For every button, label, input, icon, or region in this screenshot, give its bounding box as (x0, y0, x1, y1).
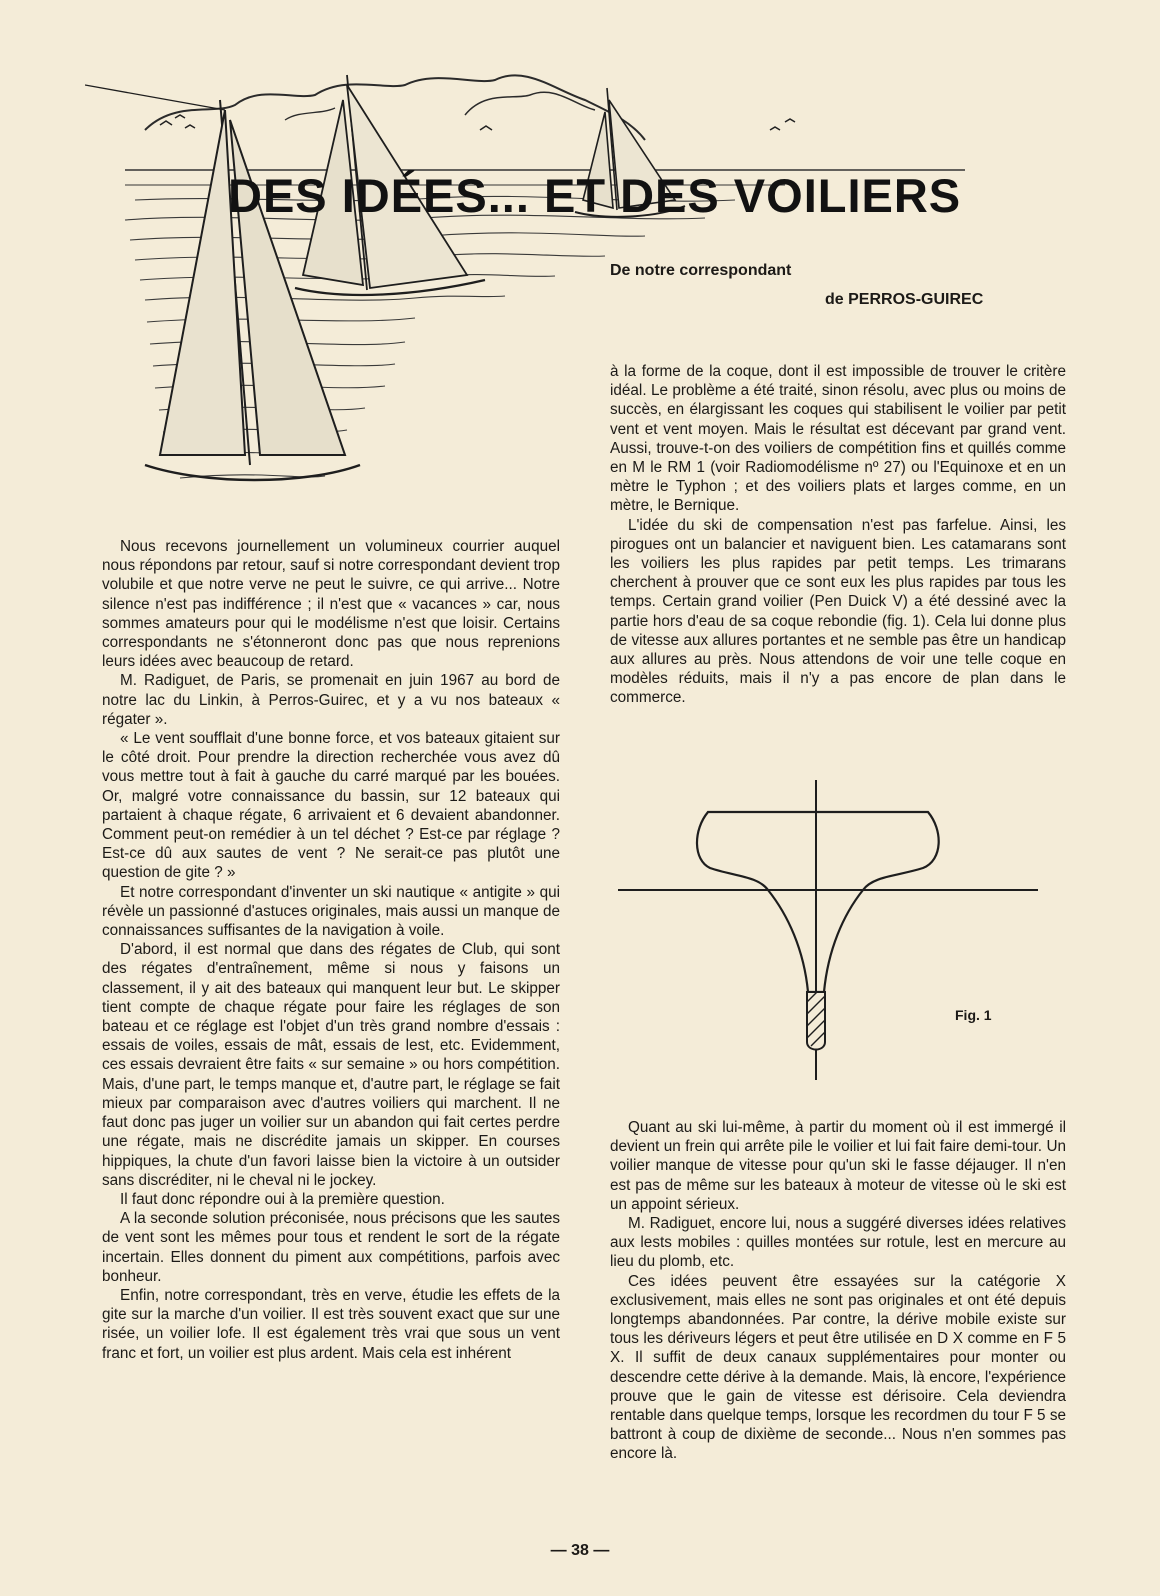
paragraph: M. Radiguet, encore lui, nous a suggéré diverses idées relatives aux lests mobiles : quilles montées sur rotule, lest en mercure au lieu du plomb, etc. (610, 1215, 1066, 1271)
paragraph: D'abord, il est normal que dans des régates de Club, qui sont des régates d'entraînement, même si nous y faisons un classement, il y ait des bateaux qui manquent leur but. Le skipper tient compte de chaque régate pour faire les réglages de son bateau et ce réglage est l'objet d'un très grand nombre d'essais : essais de voiles, essais de mât, essais de lest, etc. Evidemment, ces essais devraient être faits « sur semaine » ou hors compétition. Mais, d'une part, le temps manque et, d'autre part, le réglage se fait mieux par comparaison avec d'autres voiliers qui marchent. Il ne faut donc pas juger un voilier sur un abandon qui fait certes perdre une régate, mais ne discrédite jamais un skipper. En courses hippiques, la chute d'un favori laisse bien la victoire à un outsider sans discréditer, ni le cheval ni le jockey. (102, 941, 560, 1189)
article-column-left (102, 537, 560, 1363)
page-number: — 38 — (550, 1542, 610, 1559)
paragraph: Quant au ski lui-même, à partir du moment où il est immergé il devient un frein qui arrête pile le voilier et lui fait faire demi-tour. Un voilier manque de vitesse pour qu'un ski le fasse déjauger. Il n'en est pas de même sur les bateaux à moteur de vitesse où le ski est un appoint sérieux. (610, 1119, 1066, 1213)
figure-label: Fig. 1 (955, 1007, 992, 1023)
article-column-right-bottom (610, 1118, 1066, 1464)
paragraph: Nous recevons journellement un volumineux courrier auquel nous répondons par retour, sauf si notre correspondant devient trop volubile et que notre verve ne peut le suivre, ce qui arrive... Notre silence n'est pas indifférence ; il n'est que « vacances » car, nous sommes amateurs pour qui le modélisme n'est que loisir. Certains correspondants ne s'étonneront donc pas que nous reprenions leurs idées avec beaucoup de retard. (102, 538, 560, 671)
article-column-right-top (610, 362, 1066, 708)
paragraph: A la seconde solution préconisée, nous précisons que les sautes de vent sont les mêmes pour tous et rendent le sort de la régate incertain. Elles donnent du piment aux compétitions, parfois avec bonheur. (102, 1210, 560, 1285)
paragraph: Enfin, notre correspondant, très en verve, étudie les effets de la gite sur la marche d'un voilier. Il est très souvent exact que sur une risée, un voilier lofe. Il est également très vrai que sous un vent franc et fort, un voilier est plus ardent. Mais cela est inhérent (102, 1286, 560, 1362)
paragraph: Ces idées peuvent être essayées sur la catégorie X exclusivement, mais elles ne sont pas originales et ont été depuis longtemps abandonnées. Par contre, la dérive mobile existe sur tous les dériveurs légers et peut être utilisée en D X comme en F 5 X. Il suffit de deux canaux supplémentaires pour monter ou descendre cette dérive à la demande. Mais, là encore, l'expérience prouve que le gain de vitesse est dérisoire. Cela deviendra rentable dans quelque temps, lorsque les recordmen du tour F 5 se battront à coup de dixième de seconde... Nous n'en sommes pas encore là. (610, 1272, 1066, 1463)
paragraph: M. Radiguet, de Paris, se promenait en juin 1967 au bord de notre lac du Linkin, à Perros-Guirec, et y a vu nos bateaux « régater ». (102, 672, 560, 728)
paragraph: « Le vent soufflait d'une bonne force, et vos bateaux gitaient sur le côté droit. Pour prendre la direction recherchée vous avez dû vous mettre tout à fait à gauche du carré marqué par les bouées. Or, malgré votre connaissance du bassin, sur 12 bateaux qui partaient à chaque régate, 6 arrivaient et 6 devaient abandonner. Comment peut-on remédier à un tel déchet ? Est-ce par réglage ? Est-ce dû aux sautes de vent ? Ne serait-ce pas plutôt une question de gite ? » (102, 730, 560, 882)
paragraph: L'idée du ski de compensation n'est pas farfelue. Ainsi, les pirogues ont un balancier et naviguent bien. Les catamarans sont les voiliers les plus rapides par petit temps. Les trimarans cherchent à prouver que ce sont eux les plus rapides par tous les temps. Certain grand voilier (Pen Duick V) a été dessiné avec la partie hors d'eau de sa coque rebondie (fig. 1). Cela lui donne plus de vitesse aux allures portantes et ne semble pas être un handicap aux allures au près. Nous attendons de voir une telle coque en modèles réduits, mais il n'y a pas encore de plan dans le commerce. (610, 516, 1066, 707)
paragraph: Et notre correspondant d'inventer un ski nautique « antigite » qui révèle un passionné d'astuces originales, mais aussi un manque de connaissances suffisantes de la navigation à voile. (102, 883, 560, 940)
paragraph: à la forme de la coque, dont il est impossible de trouver le critère idéal. Le problème a été traité, sinon résolu, avec plus ou moins de succès, en élargissant les coques qui stabilisent le voilier par petit vent et vent moyen. Mais le résultat est décevant par grand vent. Aussi, trouve-t-on des voiliers de compétition fins et quillés comme en M le RM 1 (voir Radiomodélisme nº 27) ou l'Equinoxe et en un mètre le Typhon ; et des voiliers plats et larges comme, en un mètre, le Bernique. (610, 363, 1066, 515)
paragraph: Il faut donc répondre oui à la première question. (120, 1190, 445, 1208)
byline-correspondent: De notre correspondant (610, 262, 792, 279)
byline-location: de PERROS-GUIREC (825, 291, 984, 308)
article-title: DES IDÉES... ET DES VOILIERS (228, 169, 962, 222)
hull-cross-section-diagram (618, 780, 1058, 1100)
